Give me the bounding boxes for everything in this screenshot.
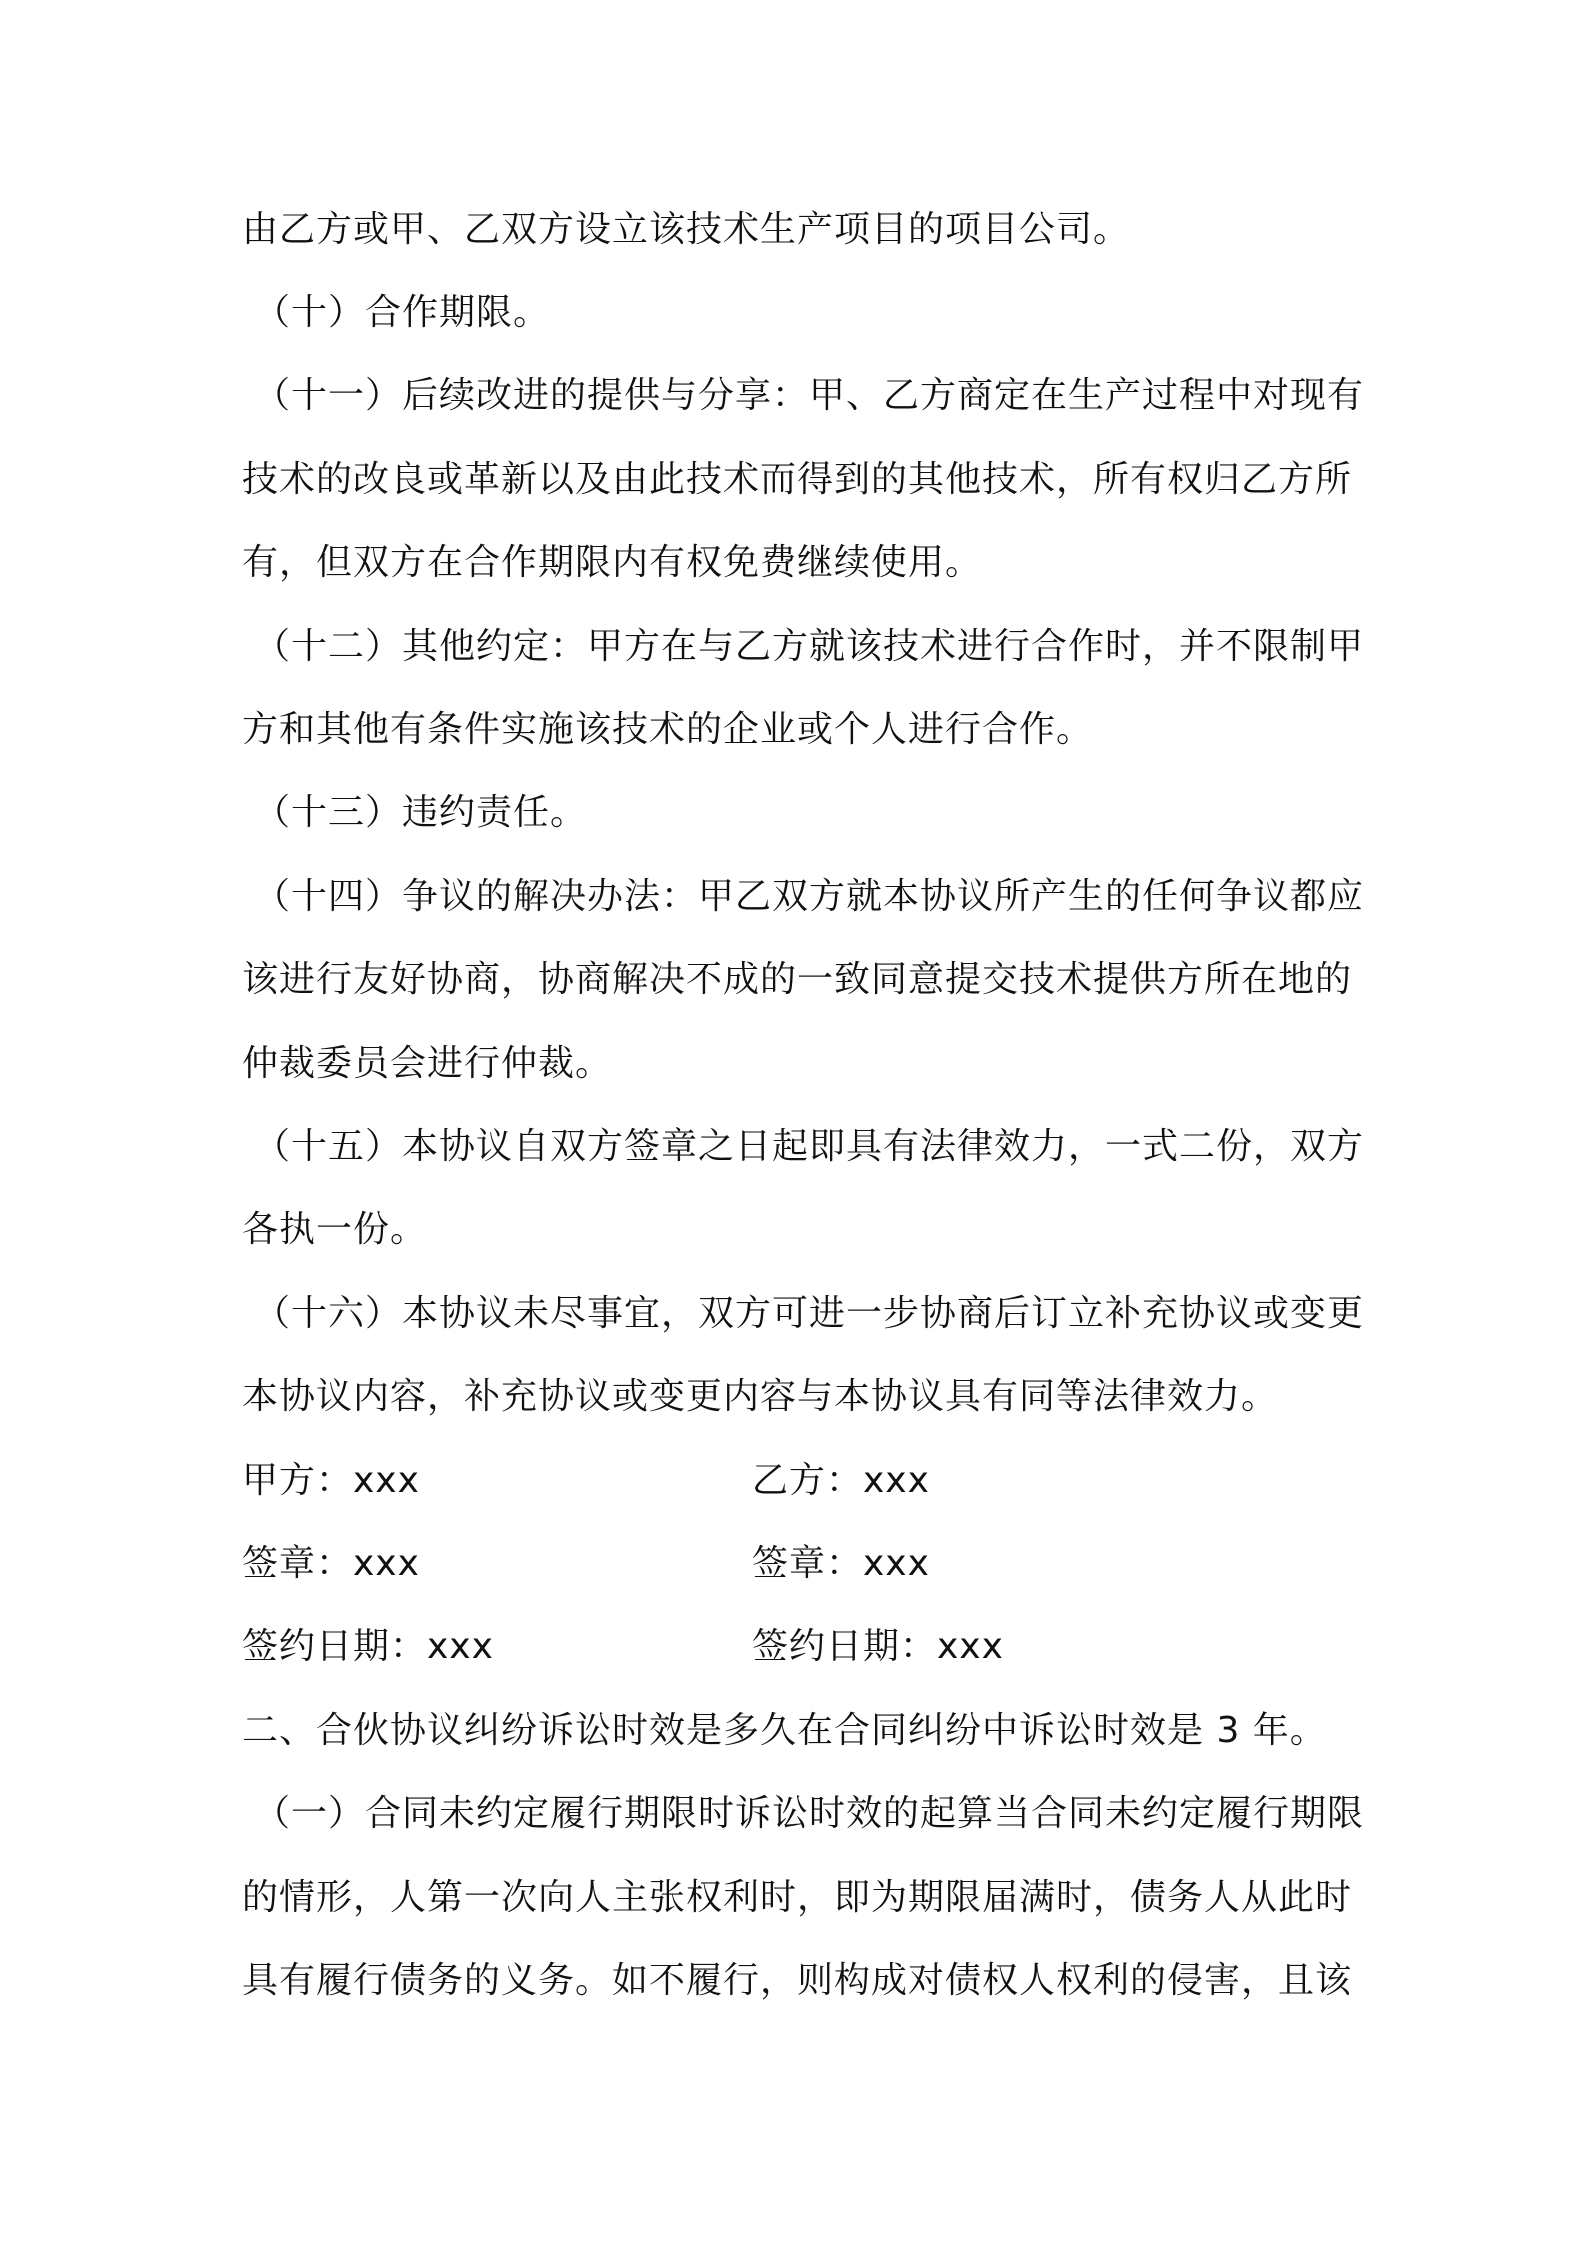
seal-b-label: 签章：xxx	[752, 1543, 930, 1584]
clause-12-line-2: 方和其他有条件实施该技术的企业或个人进行合作。	[242, 709, 1094, 750]
body-line-1: 由乙方或甲、乙双方设立该技术生产项目的项目公司。	[242, 209, 1131, 250]
section-two-line-1: （一）合同未约定履行期限时诉讼时效的起算当合同未约定履行期限	[254, 1793, 1365, 1834]
seal-a-label: 签章：xxx	[242, 1543, 420, 1584]
section-two-heading: 二、合伙协议纠纷诉讼时效是多久在合同纠纷中诉讼时效是 3 年。	[242, 1710, 1327, 1751]
clause-14-line-2: 该进行友好协商，协商解决不成的一致同意提交技术提供方所在地的	[242, 959, 1353, 1000]
clause-15-line-2: 各执一份。	[242, 1209, 428, 1250]
party-a-label: 甲方：xxx	[242, 1460, 420, 1501]
clause-11-line-1: （十一）后续改进的提供与分享：甲、乙方商定在生产过程中对现有	[254, 375, 1365, 416]
date-a-label: 签约日期：xxx	[242, 1626, 494, 1667]
clause-10: （十）合作期限。	[254, 292, 551, 333]
party-b-label: 乙方：xxx	[752, 1460, 930, 1501]
clause-11-line-3: 有，但双方在合作期限内有权免费继续使用。	[242, 542, 983, 583]
clause-15-line-1: （十五）本协议自双方签章之日起即具有法律效力，一式二份，双方	[254, 1126, 1365, 1167]
clause-16-line-2: 本协议内容，补充协议或变更内容与本协议具有同等法律效力。	[242, 1376, 1279, 1417]
clause-12-line-1: （十二）其他约定：甲方在与乙方就该技术进行合作时，并不限制甲	[254, 626, 1365, 667]
section-two-line-2: 的情形，人第一次向人主张权利时，即为期限届满时，债务人从此时	[242, 1877, 1353, 1918]
clause-16-line-1: （十六）本协议未尽事宜，双方可进一步协商后订立补充协议或变更	[254, 1293, 1365, 1334]
clause-14-line-1: （十四）争议的解决办法：甲乙双方就本协议所产生的任何争议都应	[254, 876, 1365, 917]
clause-11-line-2: 技术的改良或革新以及由此技术而得到的其他技术，所有权归乙方所	[242, 459, 1353, 500]
clause-14-line-3: 仲裁委员会进行仲裁。	[242, 1043, 613, 1084]
date-b-label: 签约日期：xxx	[752, 1626, 1004, 1667]
clause-13: （十三）违约责任。	[254, 792, 588, 833]
section-two-line-3: 具有履行债务的义务。如不履行，则构成对债权人权利的侵害，且该	[242, 1960, 1353, 2001]
